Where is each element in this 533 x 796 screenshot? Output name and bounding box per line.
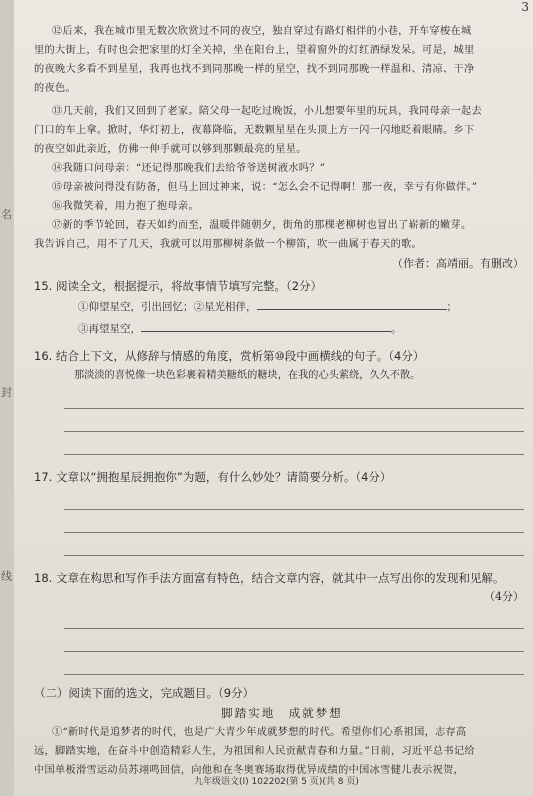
question-16-stem: 16. 结合上下文，从修辞与情感的角度，赏析第⑩段中画横线的句子。（4分）	[34, 349, 425, 363]
paragraph-15	[34, 178, 530, 197]
author-credit: （作者：高靖丽。有删改）	[392, 257, 524, 270]
answer-line[interactable]	[64, 533, 524, 556]
question-18-score: （4分）	[484, 590, 524, 603]
question-15-item-1	[34, 296, 530, 318]
side-mark: 名	[1, 208, 12, 221]
text-line: ⑯我微笑着，用力抱了抱母亲。	[52, 201, 199, 212]
answer-blank[interactable]	[141, 319, 391, 332]
answer-line[interactable]	[64, 409, 524, 432]
question-16-quote: 那淡淡的喜悦像一块色彩裹着精美糖纸的糖块，在我的心头萦绕，久久不散。	[74, 370, 421, 381]
answer-line[interactable]	[64, 510, 524, 533]
prompt-text: ②星光相伴，	[193, 301, 257, 313]
prompt-text: ①仰望星空，引出回忆；	[78, 301, 194, 313]
text-line: ⑫后来，我在城市里无数次欣赏过不同的夜空，独自穿过有路灯相伴的小巷，开车穿梭在城	[52, 26, 472, 37]
prompt-text: ；	[446, 301, 457, 313]
text-line: 的夜色。	[34, 83, 76, 94]
text-line: ⑭我随口问母亲：“还记得那晚我们去给爷爷送树液水吗？”	[52, 163, 326, 174]
question-17-stem: 17. 文章以“拥抱星辰拥抱你”为题，有什么妙处？请简要分析。（4分）	[34, 470, 392, 484]
page-footer: 九年级语文(Ⅰ) 102202(第 5 页)(共 8 页)	[194, 777, 359, 787]
page-content	[34, 22, 530, 780]
exam-page	[14, 0, 533, 796]
paragraph-14	[34, 159, 530, 178]
question-15-item-2	[34, 318, 530, 340]
section-2-paragraph	[34, 723, 530, 780]
question-15-stem: 15. 阅读全文，根据提示，将故事情节填写完整。（2分）	[34, 279, 323, 293]
answer-line[interactable]	[64, 386, 524, 409]
binding-strip	[0, 0, 14, 796]
text-line: 我告诉自己，用不了几天，我就可以用那柳树条做一个柳笛，吹一曲属于春天的歌。	[34, 239, 423, 250]
text-line: ⑮母亲被问得没有防备，但马上回过神来，说：“怎么会不记得啊！那一夜，幸亏有你做伴。”	[52, 182, 478, 193]
prompt-text: 。	[391, 323, 402, 335]
text-line: ⑰新的季节轮回，春天如约而至，温暖伴随朝夕，街角的那棵老柳树也冒出了崭新的嫩芽。	[52, 220, 472, 231]
text-line: 的夜晚大多看不到星星，我再也找不到同那晚一样的星空，找不到同那晚一样温和、清凉、干净	[34, 64, 475, 75]
text-line: 中国单板滑雪运动员苏翊鸣回信，向他和在冬奥赛场取得优异成绩的中国冰雪健儿表示祝贺，	[34, 765, 464, 776]
paragraph-12	[34, 22, 530, 98]
prompt-text: ③再望星空，	[78, 323, 141, 335]
answer-line[interactable]	[64, 432, 524, 455]
answer-blank[interactable]	[257, 297, 447, 310]
side-mark: 封	[1, 386, 12, 399]
text-line: 门口的车上拿。掀时，华灯初上，夜幕降临，无数颗星星在头顶上方一闪一闪地眨着眼睛。乡下	[34, 125, 475, 136]
section-2-heading: （二）阅读下面的选文，完成题目。（9分）	[34, 686, 255, 700]
corner-mark: 3	[521, 0, 529, 14]
paragraph-16	[34, 197, 530, 216]
article-title: 脚踏实地 成就梦想	[221, 706, 343, 720]
text-line: 远，脚踏实地，在奋斗中创造精彩人生，为祖国和人民贡献青春和力量。”日前，习近平总书记给	[34, 746, 475, 757]
question-18-stem: 18. 文章在构思和写作手法方面富有特色，结合文章内容，就其中一点写出你的发现和见解。	[34, 571, 505, 585]
answer-line[interactable]	[64, 606, 524, 629]
text-line: ⑬几天前，我们又回到了老家。陪父母一起吃过晚饭，小儿想要年里的玩具，我同母亲一起去	[52, 106, 482, 117]
answer-line[interactable]	[64, 629, 524, 652]
side-mark: 线	[1, 570, 12, 583]
paragraph-13	[34, 102, 530, 159]
answer-line[interactable]	[64, 652, 524, 675]
text-line: ①“新时代是追梦者的时代，也是广大青少年成就梦想的时代。希望你们心系祖国，志存高	[52, 727, 467, 738]
paragraph-17	[34, 216, 530, 254]
text-line: 里的大街上，有时也会把家里的灯全关掉，坐在阳台上，望着窗外的灯红酒绿发呆。可是，城里	[34, 45, 475, 56]
text-line: 的夜空如此亲近，仿佛一伸手就可以够到那颗最亮的星星。	[34, 144, 307, 155]
answer-line[interactable]	[64, 487, 524, 510]
